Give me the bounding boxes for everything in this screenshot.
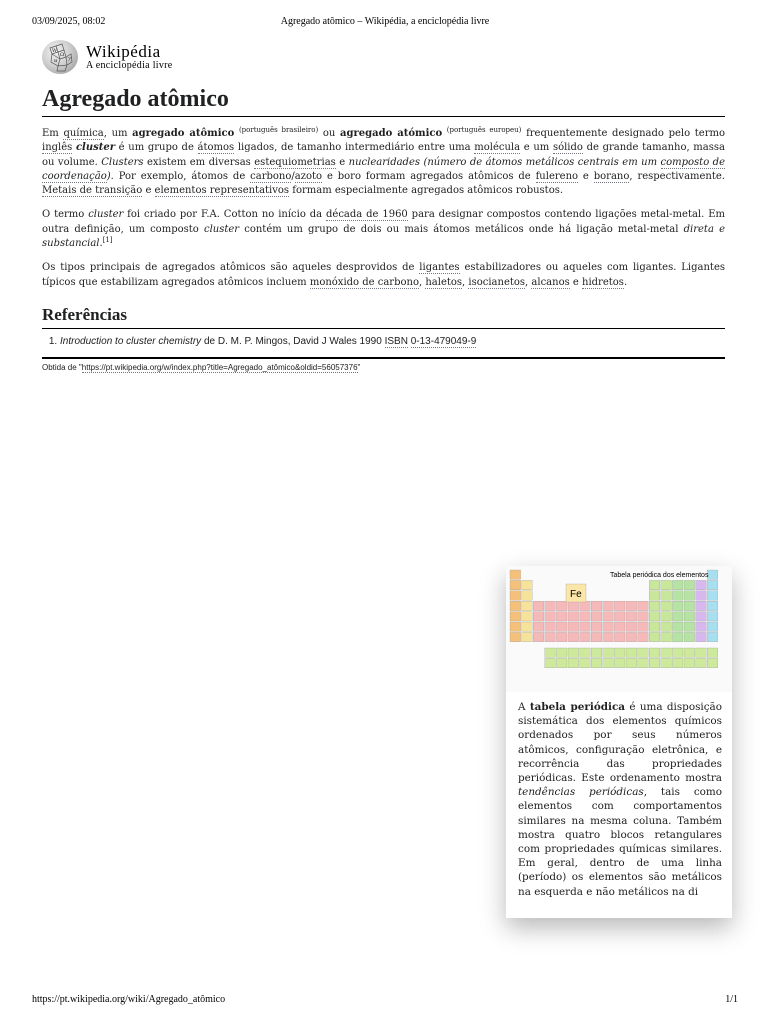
element-cell [510, 632, 521, 641]
element-cell [707, 612, 718, 621]
element-cell [684, 658, 695, 667]
element-cell [626, 612, 637, 621]
link-molecula[interactable]: molécula [474, 142, 521, 154]
svg-text:Ω: Ω [60, 52, 65, 58]
element-cell [638, 622, 649, 631]
retrieved-from: Obtida de "https://pt.wikipedia.org/w/index.php?title=Agregado_atômico&oldid=56057376" [42, 362, 361, 372]
element-cell [672, 622, 683, 631]
preview-extract: A tabela periódica é uma disposição sistemática dos elementos químicos ordenados por seus números atômicos, configuração eletrônica, e recorrência das propriedades periódicas. Este ordenamento mostra tendências periódicas, tais como elementos com comportamentos similares na mesma coluna. Também mostra quatro blocos retangulares com propriedades químicas similares. Em geral, dentro de uma linha (período) os elementos são metálicos na esquerda e não metálicos na di [518, 701, 723, 898]
link-ingles[interactable]: inglês [42, 142, 73, 154]
element-cell [626, 622, 637, 631]
element-cell [672, 591, 683, 600]
term-cluster: cluster [75, 142, 116, 154]
element-cell [707, 622, 718, 631]
element-cell [626, 658, 637, 667]
element-cell [568, 622, 579, 631]
thumbnail-symbol: Fe [570, 589, 582, 600]
element-cell [591, 601, 602, 610]
element-cell [649, 658, 660, 667]
text: é um grupo de [115, 142, 198, 154]
element-cell [649, 612, 660, 621]
periodic-table-thumbnail[interactable] [506, 566, 732, 692]
element-cell [556, 648, 567, 657]
link-solido[interactable]: sólido [552, 142, 583, 154]
element-cell [661, 612, 672, 621]
text: ou [318, 128, 341, 139]
element-cell [649, 622, 660, 631]
term-cluster: cluster [203, 223, 240, 235]
link-alcanos[interactable]: alcanos [531, 276, 570, 288]
isbn-value-link[interactable]: 0-13-479049-9 [410, 335, 477, 347]
element-cell [614, 612, 625, 621]
text: / [291, 170, 295, 182]
element-cell [661, 648, 672, 657]
element-cell [672, 601, 683, 610]
element-cell [580, 658, 591, 667]
element-cell [696, 601, 707, 610]
text: e [578, 170, 594, 182]
element-cell [591, 658, 602, 667]
element-cell [568, 612, 579, 621]
element-cell [672, 658, 683, 667]
element-cell [661, 632, 672, 641]
text: e [335, 156, 349, 168]
isbn-label-link[interactable]: ISBN [384, 335, 408, 347]
element-cell [684, 601, 695, 610]
paragraph-1 [42, 127, 725, 198]
text: , [525, 276, 532, 288]
term-bold: agregado atômico [132, 128, 235, 139]
element-cell [556, 612, 567, 621]
wikipedia-logo[interactable] [42, 40, 242, 76]
element-cell [707, 658, 718, 667]
link-isocianetos[interactable]: isocianetos [468, 276, 526, 288]
link-monoxido-de-carbono[interactable]: monóxido de carbono [309, 276, 419, 288]
element-cell [638, 632, 649, 641]
element-cell [545, 622, 556, 631]
element-cell [510, 612, 521, 621]
element-cell [707, 570, 718, 579]
element-cell [603, 612, 614, 621]
link-hidretos[interactable]: hidretos [582, 276, 624, 288]
element-cell [580, 601, 591, 610]
element-cell [603, 648, 614, 657]
element-cell [568, 632, 579, 641]
element-cell [661, 622, 672, 631]
element-cell [638, 601, 649, 610]
element-cell [696, 648, 707, 657]
element-cell [696, 632, 707, 641]
text: e boro formam agregados atômicos de [322, 170, 536, 182]
element-cell [696, 591, 707, 600]
element-cell [696, 622, 707, 631]
element-cell [707, 632, 718, 641]
link-borano[interactable]: borano [593, 170, 630, 182]
element-cell [556, 658, 567, 667]
text: Em [42, 128, 64, 139]
element-cell [638, 648, 649, 657]
page-preview-popup[interactable] [506, 566, 732, 918]
term-clusters: Clusters [101, 156, 144, 168]
text: . [99, 238, 103, 250]
term-nuclearidades: nuclearidades (número de átomos metálicos centrais em um composto de coordenação) [42, 156, 725, 182]
link-azoto[interactable]: azoto [294, 170, 323, 182]
element-cell [568, 658, 579, 667]
article-content [42, 84, 725, 372]
text: e [569, 276, 583, 288]
element-cell [672, 580, 683, 589]
element-cell [603, 632, 614, 641]
element-cell [510, 622, 521, 631]
page-title: Agregado atômico [42, 84, 725, 117]
element-cell [580, 648, 591, 657]
text: O termo [42, 209, 89, 221]
text: . Por exemplo, átomos de [110, 170, 251, 182]
reference-title: Introduction to cluster chemistry [60, 335, 202, 347]
link-estequiometrias[interactable]: estequiometrias [254, 156, 336, 168]
element-cell [545, 632, 556, 641]
element-cell [696, 658, 707, 667]
element-cell [533, 601, 544, 610]
element-cell [580, 622, 591, 631]
references-heading: Referências [42, 304, 725, 329]
element-cell [510, 591, 521, 600]
element-cell [568, 601, 579, 610]
print-page-title: Agregado atômico – Wikipédia, a enciclopédia livre [280, 16, 490, 27]
svg-text:ア: ア [67, 57, 73, 63]
text: , [418, 276, 426, 288]
print-page-number: 1/1 [725, 994, 738, 1005]
element-cell [545, 648, 556, 657]
element-cell [533, 612, 544, 621]
permanent-link[interactable]: https://pt.wikipedia.org/w/index.php?title=Agregado_atômico&oldid=56057376 [81, 362, 358, 372]
text: Os tipos principais de agregados atômicos são aqueles desprovidos de [42, 262, 420, 274]
element-cell [545, 601, 556, 610]
text: foi criado por F.A. Cotton no início da [123, 209, 326, 221]
element-cell [510, 580, 521, 589]
element-cell [661, 580, 672, 589]
element-cell [556, 622, 567, 631]
link-carbono[interactable]: carbono [250, 170, 292, 182]
element-cell [556, 632, 567, 641]
note-portugues-brasileiro[interactable]: (português brasileiro) [238, 126, 319, 134]
element-cell [684, 632, 695, 641]
thumbnail-title: Tabela periódica dos elementos [610, 572, 709, 579]
link-ligantes[interactable]: ligantes [419, 262, 460, 274]
element-cell [510, 570, 521, 579]
text: e [142, 185, 155, 197]
element-cell [707, 648, 718, 657]
text: , um [103, 128, 133, 139]
footer-divider [42, 357, 725, 359]
element-cell [684, 580, 695, 589]
print-header [32, 16, 738, 30]
element-cell [522, 622, 533, 631]
element-cell [603, 601, 614, 610]
element-cell [649, 648, 660, 657]
note-portugues-europeu[interactable]: (português europeu) [446, 126, 522, 134]
element-cell [649, 580, 660, 589]
term-direta: direta e substancial [42, 223, 726, 250]
element-cell [545, 658, 556, 667]
element-cell [672, 648, 683, 657]
text: existem em diversas [143, 156, 255, 168]
element-cell [696, 580, 707, 589]
print-date: 03/09/2025, 08:02 [32, 16, 106, 27]
element-cell [522, 591, 533, 600]
element-cell [580, 612, 591, 621]
element-cell [522, 612, 533, 621]
link-quimica[interactable]: química [63, 128, 104, 139]
element-cell [696, 612, 707, 621]
link-haletos[interactable]: haletos [425, 276, 463, 288]
element-cell [614, 658, 625, 667]
element-cell [661, 591, 672, 600]
element-cell [614, 632, 625, 641]
element-cell [626, 648, 637, 657]
paragraph-2 [42, 208, 725, 251]
wikipedia-wordmark: Wikipédia [86, 42, 161, 61]
element-cell [533, 632, 544, 641]
element-cell [684, 648, 695, 657]
element-cell [591, 632, 602, 641]
element-cell [545, 612, 556, 621]
element-cell [649, 601, 660, 610]
element-cell [522, 580, 533, 589]
element-cell [707, 580, 718, 589]
element-cell [626, 632, 637, 641]
element-cell [661, 658, 672, 667]
text: estabilizadores ou aqueles com ligantes. Ligantes típicos que estabilizam agregados atômicos incluem [42, 262, 725, 288]
print-url: https://pt.wikipedia.org/wiki/Agregado_atômico [32, 994, 226, 1005]
element-cell [614, 622, 625, 631]
references-list [42, 335, 725, 349]
element-cell [568, 648, 579, 657]
text: ligados, de tamanho intermediário entre uma [234, 142, 475, 154]
element-cell [684, 591, 695, 600]
element-cell [649, 591, 660, 600]
svg-text:и: и [54, 58, 58, 64]
text: , respectivamente. [629, 170, 725, 182]
element-cell [603, 622, 614, 631]
text: para designar compostos contendo ligações metal-metal. Em outra definição, um composto [42, 209, 725, 235]
text: de grande tamanho, massa ou volume. [42, 142, 725, 168]
element-cell [684, 622, 695, 631]
wikipedia-globe-icon [42, 40, 78, 74]
element-cell [672, 632, 683, 641]
popup-pointer [16, 918, 28, 924]
text: formam especialmente agregados atômicos robustos. [289, 185, 564, 197]
text: , [462, 276, 469, 288]
paragraph-3 [42, 261, 725, 290]
element-cell [684, 612, 695, 621]
element-cell [707, 601, 718, 610]
element-cell [522, 601, 533, 610]
link-decada-1960[interactable]: década de 1960 [326, 209, 408, 221]
element-cell [614, 648, 625, 657]
element-cell [638, 658, 649, 667]
element-cell [510, 601, 521, 610]
text: . [623, 276, 628, 288]
element-cell [638, 612, 649, 621]
term-bold: agregado atómico [340, 128, 443, 139]
element-cell [591, 622, 602, 631]
element-cell [603, 658, 614, 667]
element-cell [614, 601, 625, 610]
preview-bold-term: tabela periódica [529, 701, 626, 713]
term-cluster: cluster [88, 209, 124, 221]
element-cell [591, 648, 602, 657]
text: contém um grupo de dois ou mais átomos metálicos onde há ligação metal-metal [239, 223, 684, 235]
reference-authors: de D. M. P. Mingos, David J Wales 1990 [201, 335, 385, 347]
element-cell [522, 632, 533, 641]
text: frequentemente designado pelo termo [521, 128, 725, 139]
reference-item [60, 335, 725, 349]
link-elementos-representativos[interactable]: elementos representativos [154, 185, 290, 197]
element-cell [533, 622, 544, 631]
element-cell [591, 612, 602, 621]
text: e um [520, 142, 553, 154]
element-cell [707, 591, 718, 600]
svg-text:W: W [52, 48, 58, 54]
article-body [42, 127, 725, 290]
reference-marker[interactable]: [1] [102, 236, 113, 245]
link-metais-de-transicao[interactable]: Metais de transição [42, 185, 143, 197]
link-fulereno[interactable]: fulereno [535, 170, 579, 182]
element-cell [580, 632, 591, 641]
element-cell [556, 601, 567, 610]
wikipedia-tagline: A enciclopédia livre [86, 60, 173, 71]
element-cell [661, 601, 672, 610]
element-cell [672, 612, 683, 621]
link-composto-de-coordenacao[interactable]: composto de coordenação [42, 156, 725, 182]
print-footer [32, 994, 738, 1008]
element-cell [626, 601, 637, 610]
preview-italic-term: tendências periódicas [518, 786, 644, 799]
link-atomos[interactable]: átomos [197, 142, 235, 154]
element-cell [649, 632, 660, 641]
